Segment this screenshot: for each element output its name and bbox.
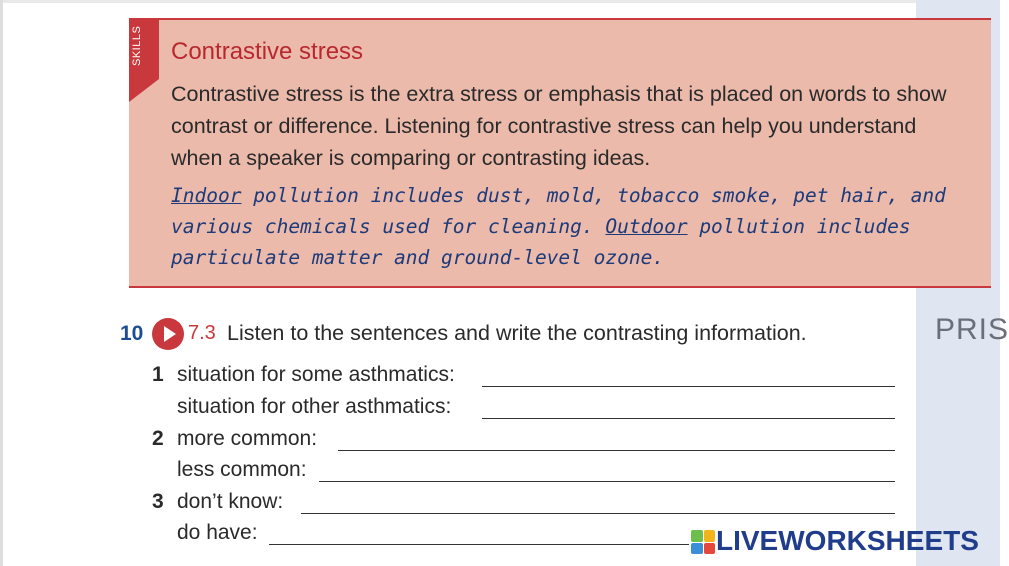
item-label: situation for other asthmatics: (177, 395, 452, 418)
example-text-part-1: pollution includes dust, mold, tobacco smoke, pet hair, and various chemicals used for cleaning. (171, 184, 946, 238)
skills-tab-label: SKILLS (131, 25, 143, 66)
example-stressed-word-indoor: Indoor (171, 184, 242, 207)
exercise-item (120, 458, 900, 488)
side-heading: PRIS (935, 313, 1009, 346)
handwritten-example (171, 180, 981, 273)
audio-track-number: 7.3 (188, 322, 216, 344)
example-stressed-word-outdoor: Outdoor (605, 215, 688, 238)
skills-box (129, 18, 991, 288)
answer-line[interactable] (319, 481, 895, 482)
item-label: more common: (177, 427, 318, 450)
item-label: don’t know: (177, 490, 284, 513)
item-label: less common: (177, 458, 307, 481)
liveworksheets-logo-icon (691, 530, 715, 554)
skills-title: Contrastive stress (171, 38, 364, 65)
item-number: 3 (152, 490, 164, 513)
answer-line[interactable] (482, 386, 895, 387)
answer-line[interactable] (301, 513, 895, 514)
answer-line[interactable] (338, 450, 895, 451)
exercise-item (120, 427, 900, 457)
exercise-item (120, 363, 900, 393)
page-top-edge (0, 0, 1000, 3)
example-text-part-2: pollution includes particulate matter and ground-level ozone. (171, 215, 911, 269)
brand-name: LIVEWORKSHEETS (716, 525, 979, 556)
page-left-edge (0, 0, 3, 566)
skills-body: Contrastive stress is the extra stress or emphasis that is placed on words to show contrast or difference. Listening for contrastive stress can help you understand when a speaker is comparing or contrasting ideas. (171, 82, 947, 170)
answer-line[interactable] (482, 418, 895, 419)
play-audio-icon[interactable] (152, 318, 184, 350)
exercise-instruction: Listen to the sentences and write the contrasting information. (227, 321, 807, 345)
exercise-item (120, 395, 900, 425)
exercise-item (120, 490, 900, 520)
item-number: 1 (152, 363, 164, 386)
item-label: situation for some asthmatics: (177, 363, 455, 386)
item-number: 2 (152, 427, 164, 450)
item-label: do have: (177, 521, 258, 544)
exercise-number: 10 (120, 322, 144, 345)
answer-line[interactable] (269, 544, 689, 545)
